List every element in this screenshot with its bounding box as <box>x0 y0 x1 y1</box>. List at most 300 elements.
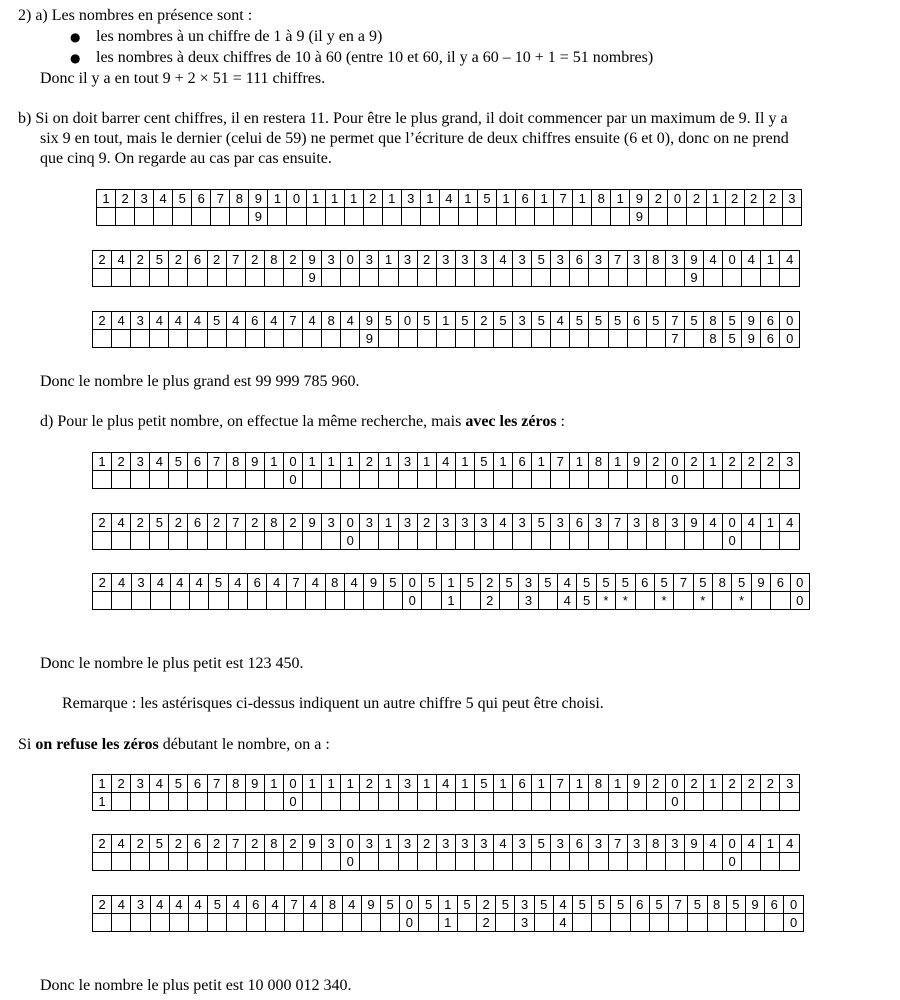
kept-digit-cell: 9 <box>360 330 379 348</box>
kept-digit-cell <box>188 471 207 489</box>
digit-cell: 4 <box>306 574 325 592</box>
digit-cell: 1 <box>341 453 360 471</box>
kept-digit-cell: 1 <box>438 914 457 932</box>
kept-digit-cell <box>93 592 112 610</box>
kept-digit-cell <box>592 208 611 226</box>
digit-cell: 5 <box>611 896 630 914</box>
kept-digit-cell <box>608 471 627 489</box>
digit-cell: 4 <box>169 896 188 914</box>
kept-digit-cell <box>322 269 341 287</box>
digit-cell: 5 <box>209 574 228 592</box>
digit-cell: 4 <box>150 312 169 330</box>
kept-digit-cell <box>245 853 264 871</box>
digit-cell: 0 <box>723 251 742 269</box>
kept-digit-cell <box>573 914 592 932</box>
digit-cell: 1 <box>379 514 398 532</box>
digit-cell: 4 <box>170 574 189 592</box>
kept-digit-cell <box>267 592 286 610</box>
kept-digit-cell <box>303 330 322 348</box>
digit-cell: 7 <box>226 835 245 853</box>
kept-digit-cell <box>322 471 341 489</box>
kept-digit-cell <box>341 471 360 489</box>
digit-cell: 3 <box>551 835 570 853</box>
kept-digit-cell <box>496 208 515 226</box>
kept-digit-cell <box>477 208 496 226</box>
digit-cell: 5 <box>499 574 518 592</box>
digit-cell: 4 <box>228 574 247 592</box>
kept-digit-cell <box>245 793 264 811</box>
digit-cell: 3 <box>589 835 608 853</box>
kept-digit-cell <box>322 853 341 871</box>
kept-digit-cell <box>570 269 589 287</box>
digit-cell: 1 <box>704 453 723 471</box>
digit-cell: 1 <box>322 775 341 793</box>
kept-digit-cell <box>455 853 474 871</box>
qd-conclusion: Donc le nombre le plus petit est 123 450. <box>40 655 304 672</box>
kept-digit-cell <box>551 269 570 287</box>
digit-cell: 2 <box>169 251 188 269</box>
digit-cell: 1 <box>306 190 325 208</box>
kept-digit-row <box>93 471 800 489</box>
digit-cell: 5 <box>532 835 551 853</box>
q2a-bullet-2: les nombres à deux chiffres de 10 à 60 (entre 10 et 60, il y a 60 – 10 + 1 = 51 nombres) <box>96 49 654 66</box>
kept-digit-cell <box>474 532 493 550</box>
kept-digit-cell <box>93 853 112 871</box>
digit-cell: 8 <box>230 190 249 208</box>
kept-digit-cell <box>209 592 228 610</box>
digit-cell: 9 <box>745 896 764 914</box>
digit-cell: 3 <box>360 835 379 853</box>
kept-digit-cell <box>551 330 570 348</box>
digit-cell: 3 <box>131 896 150 914</box>
kept-digit-cell <box>189 592 208 610</box>
kept-digit-cell <box>493 853 512 871</box>
digit-cell: 7 <box>211 190 230 208</box>
kept-digit-cell <box>726 914 745 932</box>
digit-cell: 4 <box>551 312 570 330</box>
kept-digit-cell: 0 <box>403 592 422 610</box>
digit-cell: 7 <box>608 251 627 269</box>
q2a-conclusion: Donc il y a en tout 9 + 2 × 51 = 111 chiffres. <box>40 70 326 87</box>
kept-digit-cell: * <box>616 592 635 610</box>
digit-cell: 9 <box>627 453 646 471</box>
kept-digit-cell <box>344 208 363 226</box>
kept-digit-cell: 0 <box>723 532 742 550</box>
digit-cell: 1 <box>570 775 589 793</box>
kept-digit-cell: 0 <box>790 592 810 610</box>
digit-cell: 0 <box>784 896 804 914</box>
kept-digit-cell <box>360 853 379 871</box>
digit-cell: 4 <box>303 312 322 330</box>
digit-cell: 8 <box>226 775 245 793</box>
digit-cell: 1 <box>761 514 780 532</box>
kept-digit-cell <box>706 208 725 226</box>
kept-digit-cell: 9 <box>630 208 649 226</box>
digit-cell: 2 <box>417 835 436 853</box>
digit-cell: 6 <box>188 514 207 532</box>
digit-cell: 6 <box>246 896 265 914</box>
digit-cell: 0 <box>723 835 742 853</box>
digit-cell: 4 <box>704 514 723 532</box>
qb-line-1: b) Si on doit barrer cent chiffres, il en restera 11. Pour être le plus grand, il doit commencer par un maximum de 9. Il y a <box>18 110 788 127</box>
digit-cell: 0 <box>283 453 302 471</box>
kept-digit-cell: 6 <box>761 330 780 348</box>
digit-cell: 2 <box>480 574 499 592</box>
kept-digit-cell <box>707 914 726 932</box>
digit-cell: 3 <box>436 251 455 269</box>
digit-cell: 3 <box>519 574 538 592</box>
digit-cell: 3 <box>474 251 493 269</box>
digit-cell: 5 <box>173 190 192 208</box>
kept-digit-cell <box>93 330 112 348</box>
kept-digit-cell <box>723 269 742 287</box>
kept-digit-cell <box>668 208 687 226</box>
digit-cell: 3 <box>131 574 150 592</box>
kept-digit-cell <box>761 269 780 287</box>
kept-digit-cell <box>761 532 780 550</box>
kept-digit-cell <box>207 471 226 489</box>
digit-cell: 6 <box>188 835 207 853</box>
digit-cell: 8 <box>264 514 283 532</box>
digit-cell: 2 <box>207 835 226 853</box>
digit-cell: 6 <box>635 574 654 592</box>
digit-cell: 3 <box>551 514 570 532</box>
kept-digit-cell <box>513 793 532 811</box>
kept-digit-cell <box>532 330 551 348</box>
kept-digit-cell <box>761 471 780 489</box>
kept-digit-cell <box>286 592 305 610</box>
kept-digit-cell <box>780 471 800 489</box>
digit-cell: 3 <box>322 251 341 269</box>
digit-cell: 3 <box>135 190 154 208</box>
kept-digit-cell <box>226 330 245 348</box>
kept-digit-cell <box>570 853 589 871</box>
digit-cell: 6 <box>248 574 267 592</box>
kept-digit-cell <box>687 208 706 226</box>
kept-digit-cell <box>150 330 169 348</box>
kept-digit-cell <box>630 914 649 932</box>
digit-cell: 1 <box>706 190 725 208</box>
digit-cell: 3 <box>627 835 646 853</box>
kept-digit-cell <box>742 471 761 489</box>
kept-digit-cell <box>474 471 493 489</box>
kept-digit-cell <box>188 330 207 348</box>
digit-cell: 2 <box>131 835 150 853</box>
kept-digit-cell <box>455 330 474 348</box>
digit-cell: 1 <box>382 190 401 208</box>
kept-digit-cell <box>704 793 723 811</box>
kept-digit-cell <box>474 793 493 811</box>
kept-digit-cell <box>341 269 360 287</box>
kept-digit-cell <box>207 853 226 871</box>
digit-cell: 0 <box>287 190 306 208</box>
digit-row <box>93 514 800 532</box>
kept-digit-cell <box>608 793 627 811</box>
kept-digit-cell <box>649 914 668 932</box>
digit-cell: 0 <box>723 514 742 532</box>
digit-cell: 3 <box>360 514 379 532</box>
kept-digit-cell <box>674 592 693 610</box>
digit-cell: 6 <box>516 190 535 208</box>
kept-digit-cell <box>635 592 654 610</box>
kept-digit-cell <box>436 532 455 550</box>
digit-cell: 9 <box>249 190 268 208</box>
digit-cell: 5 <box>455 312 474 330</box>
kept-digit-cell <box>364 592 383 610</box>
digit-cell: 1 <box>570 453 589 471</box>
digit-cell: 7 <box>665 312 684 330</box>
digit-cell: 5 <box>417 312 436 330</box>
kept-digit-cell <box>303 471 322 489</box>
digit-cell: 2 <box>646 453 665 471</box>
digit-cell: 4 <box>227 896 246 914</box>
digit-cell: 4 <box>439 190 458 208</box>
kept-digit-cell <box>684 330 703 348</box>
digit-cell: 3 <box>398 251 417 269</box>
kept-digit-cell <box>538 592 557 610</box>
kept-digit-cell <box>646 532 665 550</box>
digit-cell: 4 <box>742 251 761 269</box>
kept-digit-cell <box>245 532 264 550</box>
kept-digit-cell <box>226 853 245 871</box>
kept-digit-cell: 4 <box>553 914 572 932</box>
digit-cell: 2 <box>116 190 135 208</box>
kept-digit-cell <box>268 208 287 226</box>
digit-cell: 7 <box>226 251 245 269</box>
kept-digit-cell <box>455 532 474 550</box>
kept-digit-cell <box>283 330 302 348</box>
kept-digit-cell: 9 <box>249 208 268 226</box>
digit-cell: 5 <box>381 896 400 914</box>
kept-digit-cell <box>381 914 400 932</box>
kept-digit-cell <box>207 330 226 348</box>
kept-digit-cell <box>131 853 150 871</box>
digit-cell: 7 <box>608 835 627 853</box>
kept-digit-cell <box>646 269 665 287</box>
kept-digit-cell <box>398 793 417 811</box>
kept-digit-cell: 0 <box>723 853 742 871</box>
kept-digit-cell <box>771 592 790 610</box>
digit-cell: 9 <box>360 312 379 330</box>
digit-cell: 9 <box>245 453 264 471</box>
kept-digit-row <box>93 793 800 811</box>
digit-cell: 1 <box>417 453 436 471</box>
kept-digit-cell: 0 <box>400 914 419 932</box>
digit-cell: 1 <box>458 190 477 208</box>
kept-digit-cell <box>287 208 306 226</box>
kept-digit-cell <box>592 914 611 932</box>
kept-digit-cell <box>665 853 684 871</box>
digit-cell: 3 <box>131 775 150 793</box>
kept-digit-cell <box>439 208 458 226</box>
kept-digit-cell <box>93 269 112 287</box>
kept-digit-cell: 7 <box>665 330 684 348</box>
kept-digit-cell <box>474 269 493 287</box>
kept-digit-cell <box>608 532 627 550</box>
digit-cell: 4 <box>742 514 761 532</box>
digit-cell: 3 <box>398 775 417 793</box>
kept-digit-cell <box>398 330 417 348</box>
digit-cell: 5 <box>532 251 551 269</box>
digit-cell: 8 <box>323 896 342 914</box>
kept-digit-cell <box>455 269 474 287</box>
digit-cell: 6 <box>630 896 649 914</box>
kept-digit-cell <box>360 269 379 287</box>
kept-digit-cell <box>436 269 455 287</box>
digit-cell: 2 <box>649 190 668 208</box>
kept-digit-cell <box>436 330 455 348</box>
qb-line-2: six 9 en tout, mais le dernier (celui de 59) ne permet que l’écriture de deux chiffres ensuite (6 et 0), donc on ne prend <box>40 130 789 147</box>
kept-digit-cell <box>646 793 665 811</box>
digit-cell: 4 <box>112 835 131 853</box>
qb-line-3: que cinq 9. On regarde au cas par cas ensuite. <box>40 150 332 167</box>
digit-cell: 2 <box>245 835 264 853</box>
digit-cell: 4 <box>265 896 284 914</box>
digit-cell: 5 <box>646 312 665 330</box>
digit-cell: 4 <box>304 896 323 914</box>
digit-cell: 5 <box>474 775 493 793</box>
kept-digit-cell <box>782 208 801 226</box>
digit-cell: 7 <box>207 453 226 471</box>
kept-digit-cell <box>344 592 363 610</box>
kept-digit-cell <box>417 330 436 348</box>
kept-digit-cell <box>150 269 169 287</box>
digit-cell: 2 <box>131 514 150 532</box>
kept-digit-cell <box>665 269 684 287</box>
kept-digit-cell <box>227 914 246 932</box>
kept-digit-cell: 2 <box>477 914 496 932</box>
digit-cell: 5 <box>379 312 398 330</box>
kept-digit-cell: 5 <box>577 592 596 610</box>
kept-digit-cell <box>283 269 302 287</box>
digit-cell: 4 <box>436 453 455 471</box>
kept-digit-cell <box>150 471 169 489</box>
kept-digit-cell: * <box>732 592 751 610</box>
digit-cell: 2 <box>112 453 131 471</box>
digit-cell: 5 <box>532 312 551 330</box>
kept-digit-cell <box>363 208 382 226</box>
digit-cell: 1 <box>532 453 551 471</box>
digit-cell: 5 <box>150 835 169 853</box>
digit-cell: 4 <box>150 453 169 471</box>
digit-cell: 7 <box>674 574 693 592</box>
digit-cell: 4 <box>780 835 800 853</box>
digit-cell: 8 <box>264 251 283 269</box>
digit-cell: 6 <box>570 514 589 532</box>
kept-digit-cell <box>646 330 665 348</box>
kept-digit-cell <box>325 208 344 226</box>
kept-digit-cell <box>669 914 688 932</box>
digit-grid-nozero-3 <box>92 895 804 932</box>
digit-cell: 2 <box>245 251 264 269</box>
kept-digit-cell <box>627 269 646 287</box>
kept-digit-cell <box>436 793 455 811</box>
digit-cell: 2 <box>360 775 379 793</box>
digit-grid-min-3 <box>92 573 810 610</box>
digit-cell: 5 <box>616 574 635 592</box>
digit-cell: 8 <box>589 775 608 793</box>
kept-digit-cell <box>169 269 188 287</box>
kept-digit-row <box>93 269 800 287</box>
kept-digit-cell <box>112 853 131 871</box>
kept-digit-cell: 5 <box>723 330 742 348</box>
digit-cell: 8 <box>646 514 665 532</box>
digit-cell: 4 <box>558 574 577 592</box>
digit-cell: 1 <box>455 775 474 793</box>
digit-cell: 5 <box>684 312 703 330</box>
digit-cell: 0 <box>398 312 417 330</box>
digit-cell: 4 <box>341 312 360 330</box>
digit-cell: 5 <box>477 190 496 208</box>
kept-digit-cell <box>207 793 226 811</box>
kept-digit-cell: 9 <box>742 330 761 348</box>
kept-digit-cell <box>589 532 608 550</box>
digit-cell: 1 <box>438 896 457 914</box>
kept-digit-cell <box>513 532 532 550</box>
digit-cell: 1 <box>93 453 112 471</box>
digit-cell: 1 <box>496 190 515 208</box>
kept-digit-cell <box>627 853 646 871</box>
digit-cell: 8 <box>589 453 608 471</box>
kept-digit-cell <box>303 793 322 811</box>
digit-grid-max-2 <box>92 250 800 287</box>
digit-cell: 9 <box>361 896 380 914</box>
digit-cell: 2 <box>687 190 706 208</box>
digit-cell: 2 <box>283 251 302 269</box>
kept-digit-cell: 0 <box>283 793 302 811</box>
kept-digit-cell <box>264 532 283 550</box>
digit-cell: 5 <box>592 896 611 914</box>
digit-cell: 9 <box>684 514 703 532</box>
digit-cell: 5 <box>723 312 742 330</box>
kept-digit-cell <box>379 793 398 811</box>
kept-digit-cell <box>207 269 226 287</box>
digit-cell: 7 <box>283 312 302 330</box>
digit-cell: 2 <box>742 775 761 793</box>
digit-cell: 2 <box>646 775 665 793</box>
digit-cell: 4 <box>112 312 131 330</box>
digit-cell: 3 <box>515 896 534 914</box>
kept-digit-row <box>97 208 802 226</box>
kept-digit-cell <box>417 471 436 489</box>
kept-digit-cell <box>532 532 551 550</box>
digit-cell: 1 <box>93 775 112 793</box>
kept-digit-cell: 0 <box>283 471 302 489</box>
kept-digit-cell <box>684 471 703 489</box>
bullet-icon: ● <box>70 51 81 65</box>
kept-digit-row <box>93 592 810 610</box>
digit-cell: 4 <box>112 251 131 269</box>
digit-cell: 7 <box>226 514 245 532</box>
kept-digit-cell <box>608 853 627 871</box>
kept-digit-cell <box>169 471 188 489</box>
kept-digit-cell <box>551 471 570 489</box>
kept-digit-cell <box>131 914 150 932</box>
digit-cell: 3 <box>436 514 455 532</box>
kept-digit-cell <box>151 592 170 610</box>
kept-digit-cell <box>420 208 439 226</box>
kept-digit-cell <box>513 269 532 287</box>
kept-digit-cell <box>417 853 436 871</box>
kept-digit-cell <box>230 208 249 226</box>
kept-digit-cell <box>208 914 227 932</box>
digit-cell: 3 <box>513 514 532 532</box>
digit-cell: 2 <box>363 190 382 208</box>
digit-cell: 2 <box>684 775 703 793</box>
digit-cell: 3 <box>780 775 800 793</box>
digit-grid-nozero-1 <box>92 774 800 811</box>
kept-digit-cell <box>417 532 436 550</box>
